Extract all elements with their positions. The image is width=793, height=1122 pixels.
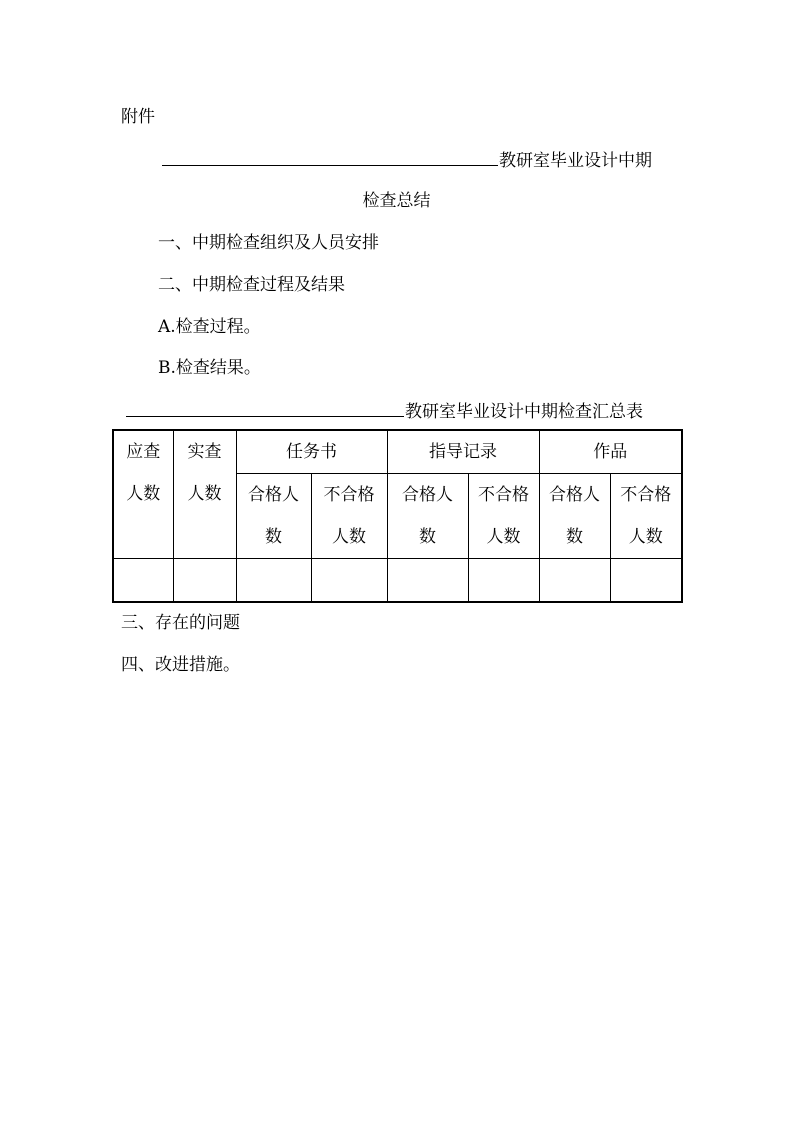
header-actual-line2: 人数	[187, 484, 222, 504]
fail-line1: 不合格	[478, 485, 529, 505]
header-task-fail	[311, 474, 387, 559]
document-heading-line2: 检查总结	[362, 191, 431, 211]
table-title-text: 教研室毕业设计中期检查汇总表	[405, 402, 643, 422]
section-1-heading: 一、中期检查组织及人员安排	[158, 233, 379, 253]
header-task-pass	[236, 474, 311, 559]
attachment-label: 附件	[121, 107, 155, 127]
heading-text: 教研室毕业设计中期	[499, 151, 652, 171]
cell-work-fail[interactable]	[610, 559, 682, 602]
cell-work-pass[interactable]	[539, 559, 610, 602]
pass-line1: 合格人	[402, 485, 453, 505]
pass-line2: 数	[566, 527, 583, 547]
table-row	[113, 559, 682, 602]
header-expected-line2: 人数	[126, 484, 161, 504]
table-title	[126, 399, 643, 423]
fail-line1: 不合格	[620, 485, 672, 505]
pass-line1: 合格人	[248, 485, 299, 505]
header-work-fail	[610, 474, 682, 559]
cell-task-pass[interactable]	[236, 559, 311, 602]
document-heading-line1	[162, 148, 652, 172]
header-work: 作品	[539, 430, 682, 474]
table-department-blank[interactable]	[126, 399, 404, 417]
header-work-pass	[539, 474, 610, 559]
cell-expected[interactable]	[113, 559, 173, 602]
pass-line1: 合格人	[549, 485, 600, 505]
header-expected-count	[113, 430, 173, 559]
cell-guidance-fail[interactable]	[468, 559, 539, 602]
fail-line2: 人数	[486, 527, 521, 547]
header-guidance-pass	[387, 474, 468, 559]
cell-actual[interactable]	[173, 559, 236, 602]
header-guidance-record: 指导记录	[387, 430, 539, 474]
header-expected-line1: 应查	[126, 442, 161, 462]
section-3-heading: 三、存在的问题	[121, 613, 240, 633]
fail-line2: 人数	[628, 527, 663, 547]
header-task-book: 任务书	[236, 430, 387, 474]
cell-guidance-pass[interactable]	[387, 559, 468, 602]
department-name-blank[interactable]	[162, 148, 498, 166]
header-actual-count	[173, 430, 236, 559]
pass-line2: 数	[419, 527, 436, 547]
fail-line1: 不合格	[323, 485, 375, 505]
subsection-b: B.检查结果。	[158, 358, 261, 378]
section-2-heading: 二、中期检查过程及结果	[158, 275, 345, 295]
subsection-a: A.检查过程。	[158, 317, 261, 337]
section-4-heading: 四、改进措施。	[121, 655, 240, 675]
fail-line2: 人数	[332, 527, 366, 547]
cell-task-fail[interactable]	[311, 559, 387, 602]
header-actual-line1: 实查	[187, 442, 222, 462]
summary-table	[112, 429, 683, 603]
pass-line2: 数	[265, 527, 282, 547]
header-guidance-fail	[468, 474, 539, 559]
